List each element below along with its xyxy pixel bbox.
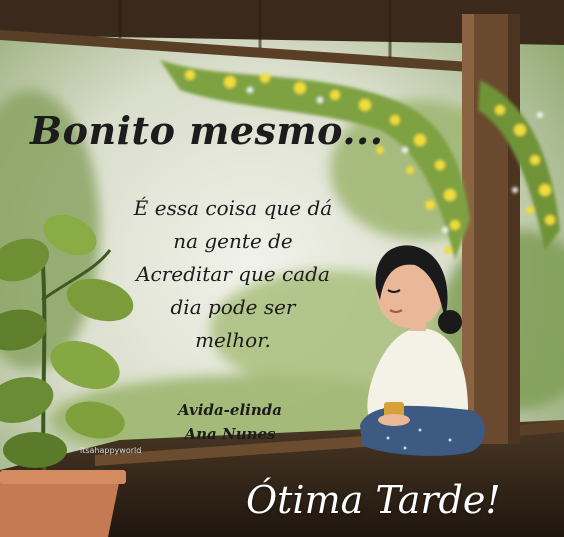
quote-line: melhor.	[195, 328, 271, 352]
quote-line: dia pode ser	[170, 295, 296, 319]
watermark: itsahappyworld	[80, 446, 142, 455]
headline: Bonito mesmo...	[30, 108, 384, 153]
quote-text	[108, 192, 358, 357]
signature-line: Avida-elinda	[178, 401, 282, 419]
author-signature	[170, 398, 290, 446]
quote-line: na gente de	[173, 229, 293, 253]
greeting-text: Ótima Tarde!	[246, 478, 501, 522]
quote-line: É essa coisa que dá	[133, 196, 333, 220]
quote-line: Acreditar que cada	[136, 262, 330, 286]
signature-line: Ana Nunes	[184, 425, 276, 443]
